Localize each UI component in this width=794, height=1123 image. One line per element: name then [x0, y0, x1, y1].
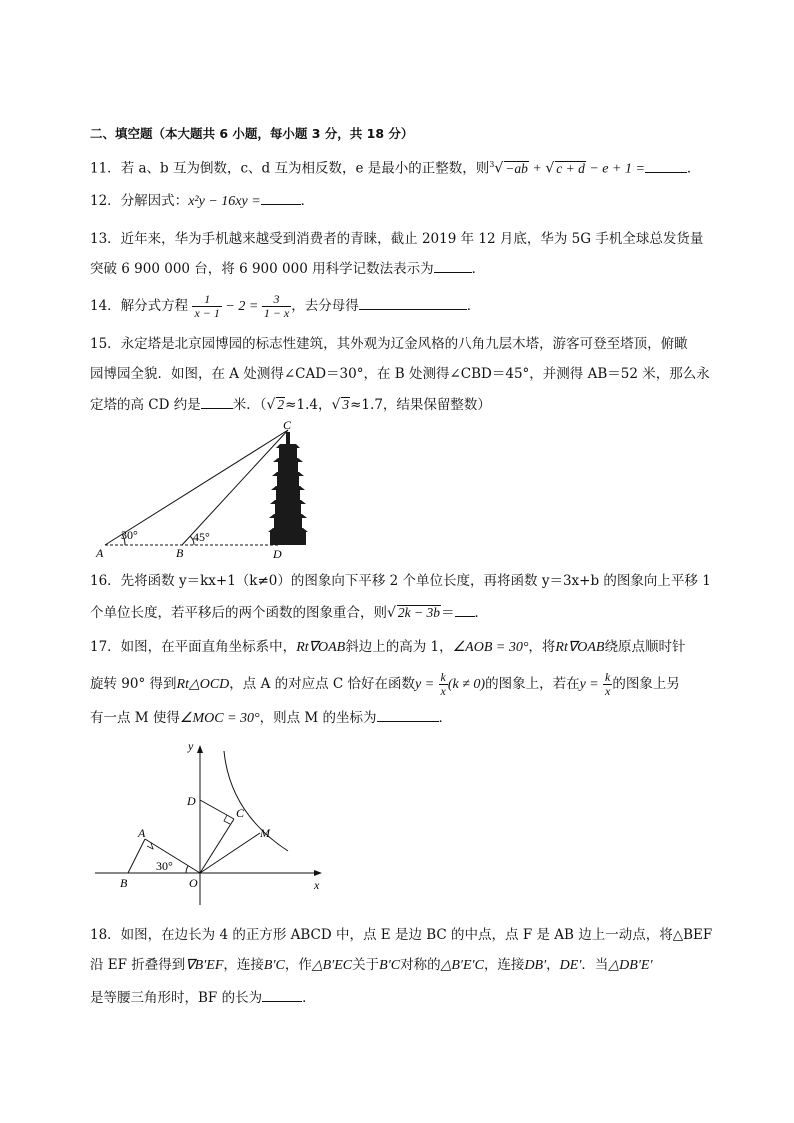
angle-label-a: 30° [121, 528, 138, 542]
question-12 [90, 190, 314, 212]
q15-approx-2: ≈1.7，结果保留整数） [350, 397, 491, 413]
point-label-a: A [96, 546, 104, 560]
q11-radicand-1: −ab [505, 160, 528, 176]
q18-l2b: ，连接 [223, 957, 264, 973]
q11-root-index: 3 [489, 160, 495, 169]
q11-radical-icon: √ [494, 160, 504, 177]
question-15-line-3 [90, 394, 491, 415]
q16-radical-icon: √ [387, 605, 396, 621]
q18-t7: DE′ [559, 958, 582, 973]
figure-17 [90, 733, 340, 913]
q18-l2h: ．当 [581, 957, 609, 973]
q15-root-2: 2 [277, 397, 285, 412]
q12-text: 分解因式： [120, 193, 189, 209]
q18-t4: B′C [379, 958, 401, 973]
q16-equals: ＝ [441, 605, 455, 621]
q12-answer-blank[interactable] [261, 190, 301, 205]
q17-l2d: 的图象上另 [612, 676, 680, 692]
q13-end: ． [471, 261, 486, 277]
q17-rt1: Rt∇OAB [296, 640, 346, 655]
q18-l2f: ，连接 [483, 957, 525, 973]
section-header: 二、填空题（本大题共 6 小题，每小题 3 分，共 18 分） [90, 126, 414, 141]
q17-l2b: ，点 A 的对应点 C 恰好在函数 [229, 676, 416, 692]
q17-angle-2: ∠MOC = 30° [179, 711, 260, 726]
q14-middle: − 2 = [221, 299, 262, 314]
point-label-o: O [189, 876, 198, 890]
q18-t8: △DB′E′ [608, 958, 653, 973]
q16-radicand: 2k − 3b [397, 605, 441, 620]
q17-answer-blank[interactable] [377, 707, 439, 722]
q11-text: 若 a、b 互为倒数，c、d 互为相反数，e 是最小的正整数，则 [120, 160, 490, 177]
q11-end: ． [686, 160, 701, 177]
question-17-line-3 [90, 707, 452, 729]
q17-l3b: ，则点 M 的坐标为 [259, 710, 377, 726]
sight-line-b [182, 430, 288, 545]
axis-label-y: y [188, 739, 194, 753]
q18-l2d: 关于 [352, 957, 380, 973]
q14-answer-blank[interactable] [359, 295, 467, 310]
q17-y2: y = [579, 677, 599, 692]
q14-text: 解分式方程 [120, 298, 189, 314]
q18-line-3-text: 是等腰三角形时，BF 的长为 [90, 990, 263, 1006]
q17-l1a: 17．如图，在平面直角坐标系中， [90, 639, 297, 655]
q18-t3: △B′EC [311, 958, 353, 973]
q17-l2c: 的图象上，若在 [485, 676, 580, 692]
segment-om [200, 833, 260, 873]
q15-root-3: 3 [342, 397, 350, 412]
x-axis-arrow-icon [314, 870, 322, 876]
point-label-b: B [176, 546, 184, 560]
q11-radical-icon-2: √ [545, 160, 555, 177]
axis-label-x: x [314, 878, 320, 892]
segment-dc [200, 800, 234, 819]
q15-answer-blank[interactable] [201, 394, 233, 409]
q18-l2e: 对称的 [400, 957, 441, 973]
pagoda-icon [268, 432, 308, 545]
q18-end: ． [302, 990, 316, 1006]
q15-approx-1: ≈1.4， [285, 397, 332, 413]
question-16-line-1: 16．先将函数 y＝kx+1（k≠0）的图象向下平移 2 个单位长度，再将函数 y＝3x+b 的图象向上平移 1 [90, 573, 711, 589]
question-11 [90, 155, 700, 180]
q17-cond: (k ≠ 0) [447, 677, 486, 692]
q17-l2a: 旋转 90° 得到 [90, 676, 177, 692]
q18-t2: B′C [263, 958, 285, 973]
point-label-d: D [273, 547, 282, 560]
q17-l1c: ，将 [528, 639, 556, 655]
q12-number: 12． [90, 193, 121, 209]
q17-fraction-2: $\frac{k}{x}$ [605, 670, 611, 698]
q15-radical-icon-2: √ [331, 397, 341, 413]
q18-t5: △B′E′C [440, 958, 484, 973]
angle-label-b: 45° [193, 530, 210, 544]
q18-l2c: ，作 [284, 957, 312, 973]
q14-end: ． [466, 298, 481, 314]
segment-co [200, 819, 234, 873]
q14-tail: ，去分母得 [291, 298, 359, 314]
q15-line-3b: 米．（ [232, 397, 267, 413]
q13-line-2-text: 突破 6 900 000 台，将 6 900 000 用科学记数法表示为 [90, 261, 434, 277]
q16-answer-blank[interactable] [455, 602, 475, 617]
point-label-d: D [187, 794, 196, 808]
q15-radical-icon: √ [266, 397, 276, 413]
question-17-line-2 [90, 670, 680, 699]
question-16-line-2 [90, 602, 488, 623]
q14-fraction-2: $\frac{3}{1 - x}$ [263, 292, 290, 320]
q16-line-2a: 个单位长度，若平移后的两个函数的图象重合，则 [90, 605, 387, 621]
q17-angle: ∠AOB = 30° [452, 640, 529, 655]
angle-label-30: 30° [156, 859, 173, 873]
question-14 [90, 292, 480, 321]
q11-tail: − e + 1 = [585, 161, 645, 177]
q18-l2g: ， [546, 957, 560, 973]
q11-number: 11． [90, 160, 121, 177]
angle-arc-o [186, 866, 188, 873]
q15-line-3a: 定塔的高 CD 约是 [90, 397, 201, 413]
question-15-line-1: 15．永定塔是北京园博园的标志性建筑，其外观为辽金风格的八角九层木塔，游客可登至塔顶，俯瞰 [90, 336, 688, 352]
question-17-line-1 [90, 637, 685, 658]
q14-number: 14． [90, 298, 121, 314]
q18-t6: DB′ [524, 958, 547, 973]
q13-answer-blank[interactable] [434, 258, 472, 273]
figure-15 [90, 418, 330, 560]
question-18-line-1: 18．如图，在边长为 4 的正方形 ABCD 中，点 E 是边 BC 的中点，点 F 是 AB 边上一动点，将△BEF [90, 927, 713, 943]
point-label-c: C [283, 418, 292, 432]
q16-end: ． [474, 605, 489, 621]
q11-plus: + [528, 161, 546, 177]
q17-end: ． [438, 710, 453, 726]
segment-ab [128, 839, 145, 873]
q17-y1: y = [415, 677, 435, 692]
point-label-b: B [120, 876, 128, 890]
q18-l2a: 沿 EF 折叠得到 [90, 957, 186, 973]
q17-rt3: Rt△OCD [176, 677, 230, 692]
question-15-line-2: 园博园全貌．如图，在 A 处测得∠CAD＝30°，在 B 处测得∠CBD＝45°，并测得 AB＝52 米，那么永 [90, 366, 710, 382]
q11-radicand-2: c + d [556, 160, 585, 176]
point-label-m: M [260, 826, 270, 840]
question-18-line-3 [90, 987, 316, 1008]
q17-l1b: 斜边上的高为 1， [345, 639, 453, 655]
q18-t1: ∇B′EF [185, 958, 224, 973]
q17-l1d: 绕原点顺时针 [604, 639, 686, 655]
q17-fraction-1: $\frac{k}{x}$ [440, 670, 446, 698]
question-13-line-1: 13．近年来，华为手机越来越受到消费者的青睐，截止 2019 年 12 月底，华为 5G 手机全球总发货量 [90, 231, 704, 247]
question-18-line-2 [90, 955, 653, 976]
q12-expression: x²y − 16xy = [188, 194, 261, 209]
q17-l3a: 有一点 M 使得 [90, 710, 180, 726]
q12-end: ． [300, 193, 315, 209]
question-13-line-2 [90, 258, 485, 279]
y-axis-arrow-icon [197, 745, 203, 753]
q14-fraction-1: $\frac{1}{x - 1}$ [194, 292, 220, 320]
q11-answer-blank[interactable] [645, 158, 687, 173]
q18-answer-blank[interactable] [262, 987, 302, 1002]
point-label-c: C [236, 806, 245, 820]
point-label-a: A [138, 826, 146, 840]
q17-rt2: Rt∇OAB [555, 640, 605, 655]
